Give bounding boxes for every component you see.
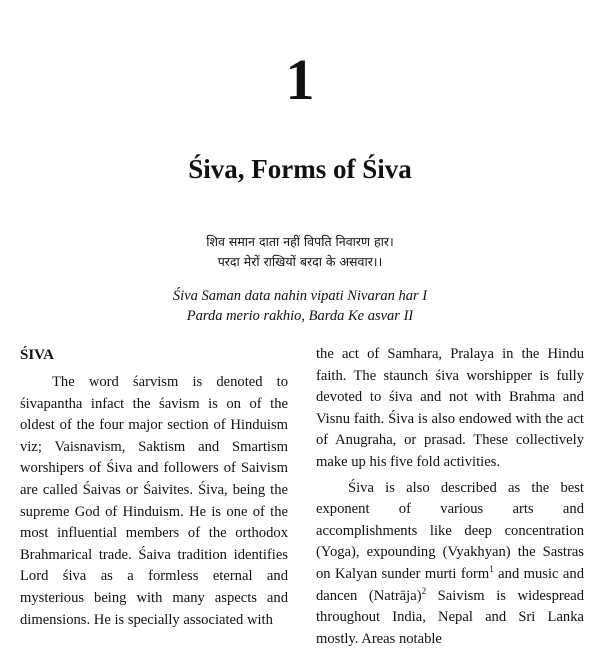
epigraph-hindi <box>0 232 600 272</box>
left-column <box>20 344 288 631</box>
right-column <box>316 344 584 650</box>
section-heading: ŚIVA <box>20 347 54 363</box>
paragraph-2-text-b: and music and dancen (Natrāja) <box>316 565 584 604</box>
chapter-number: 1 <box>285 47 315 112</box>
epigraph-translit-line-2: Parda merio rakhio, Barda Ke asvar II <box>186 308 414 324</box>
epigraph-hindi-line-2: परदा मेरों राखियों बरदा के असवार।। <box>217 254 383 269</box>
body-paragraph-2 <box>316 478 584 650</box>
epigraph-translit-line-1: Śiva Saman data nahin vipati Nivaran har I <box>172 288 428 304</box>
epigraph-transliteration <box>0 286 600 326</box>
paragraph-2-text-a: Śiva is also described as the best exponent of various arts and accomplishments like deep concentration (Yoga), expounding (Vyakhyan) the Sastras on Kalyan sunder murti form <box>316 479 584 582</box>
paragraph-2-text-c: Saivism is widespread throughout India, Nepal and Sri Lanka mostly. Areas notable <box>316 587 584 647</box>
epigraph-hindi-line-1: शिव समान दाता नहीं विपति निवारण हार। <box>206 234 394 249</box>
chapter-title: Śiva, Forms of Śiva <box>188 154 412 184</box>
footnote-marker-2: 2 <box>421 585 427 596</box>
body-paragraph-continued: the act of Samhara, Pralaya in the Hindu faith. The staunch śiva worshipper is fully devoted to śiva and not with Brahma and Visnu faith. Śiva is also endowed with the act of Anugraha, or prasad. These collectively make up his five fold activities. <box>316 346 584 470</box>
footnote-marker-1: 1 <box>489 564 494 575</box>
body-paragraph: The word śarvism is denoted to śivapantha infact the śavism is on of the oldest of the four major section of Hinduism viz; Vaisnavism, Saktism and Smartism worshipers of Śiva and followers of Saivism are called Śaivas or Śaivites. Śiva, being the supreme God of Hinduism. He is one of the most influential members of the orthodox Brahmarical trade. Śaiva tradition identifies Lord śiva as a formless eternal and mysterious being with many aspects and dimensions. He is specially associated with <box>20 374 288 628</box>
